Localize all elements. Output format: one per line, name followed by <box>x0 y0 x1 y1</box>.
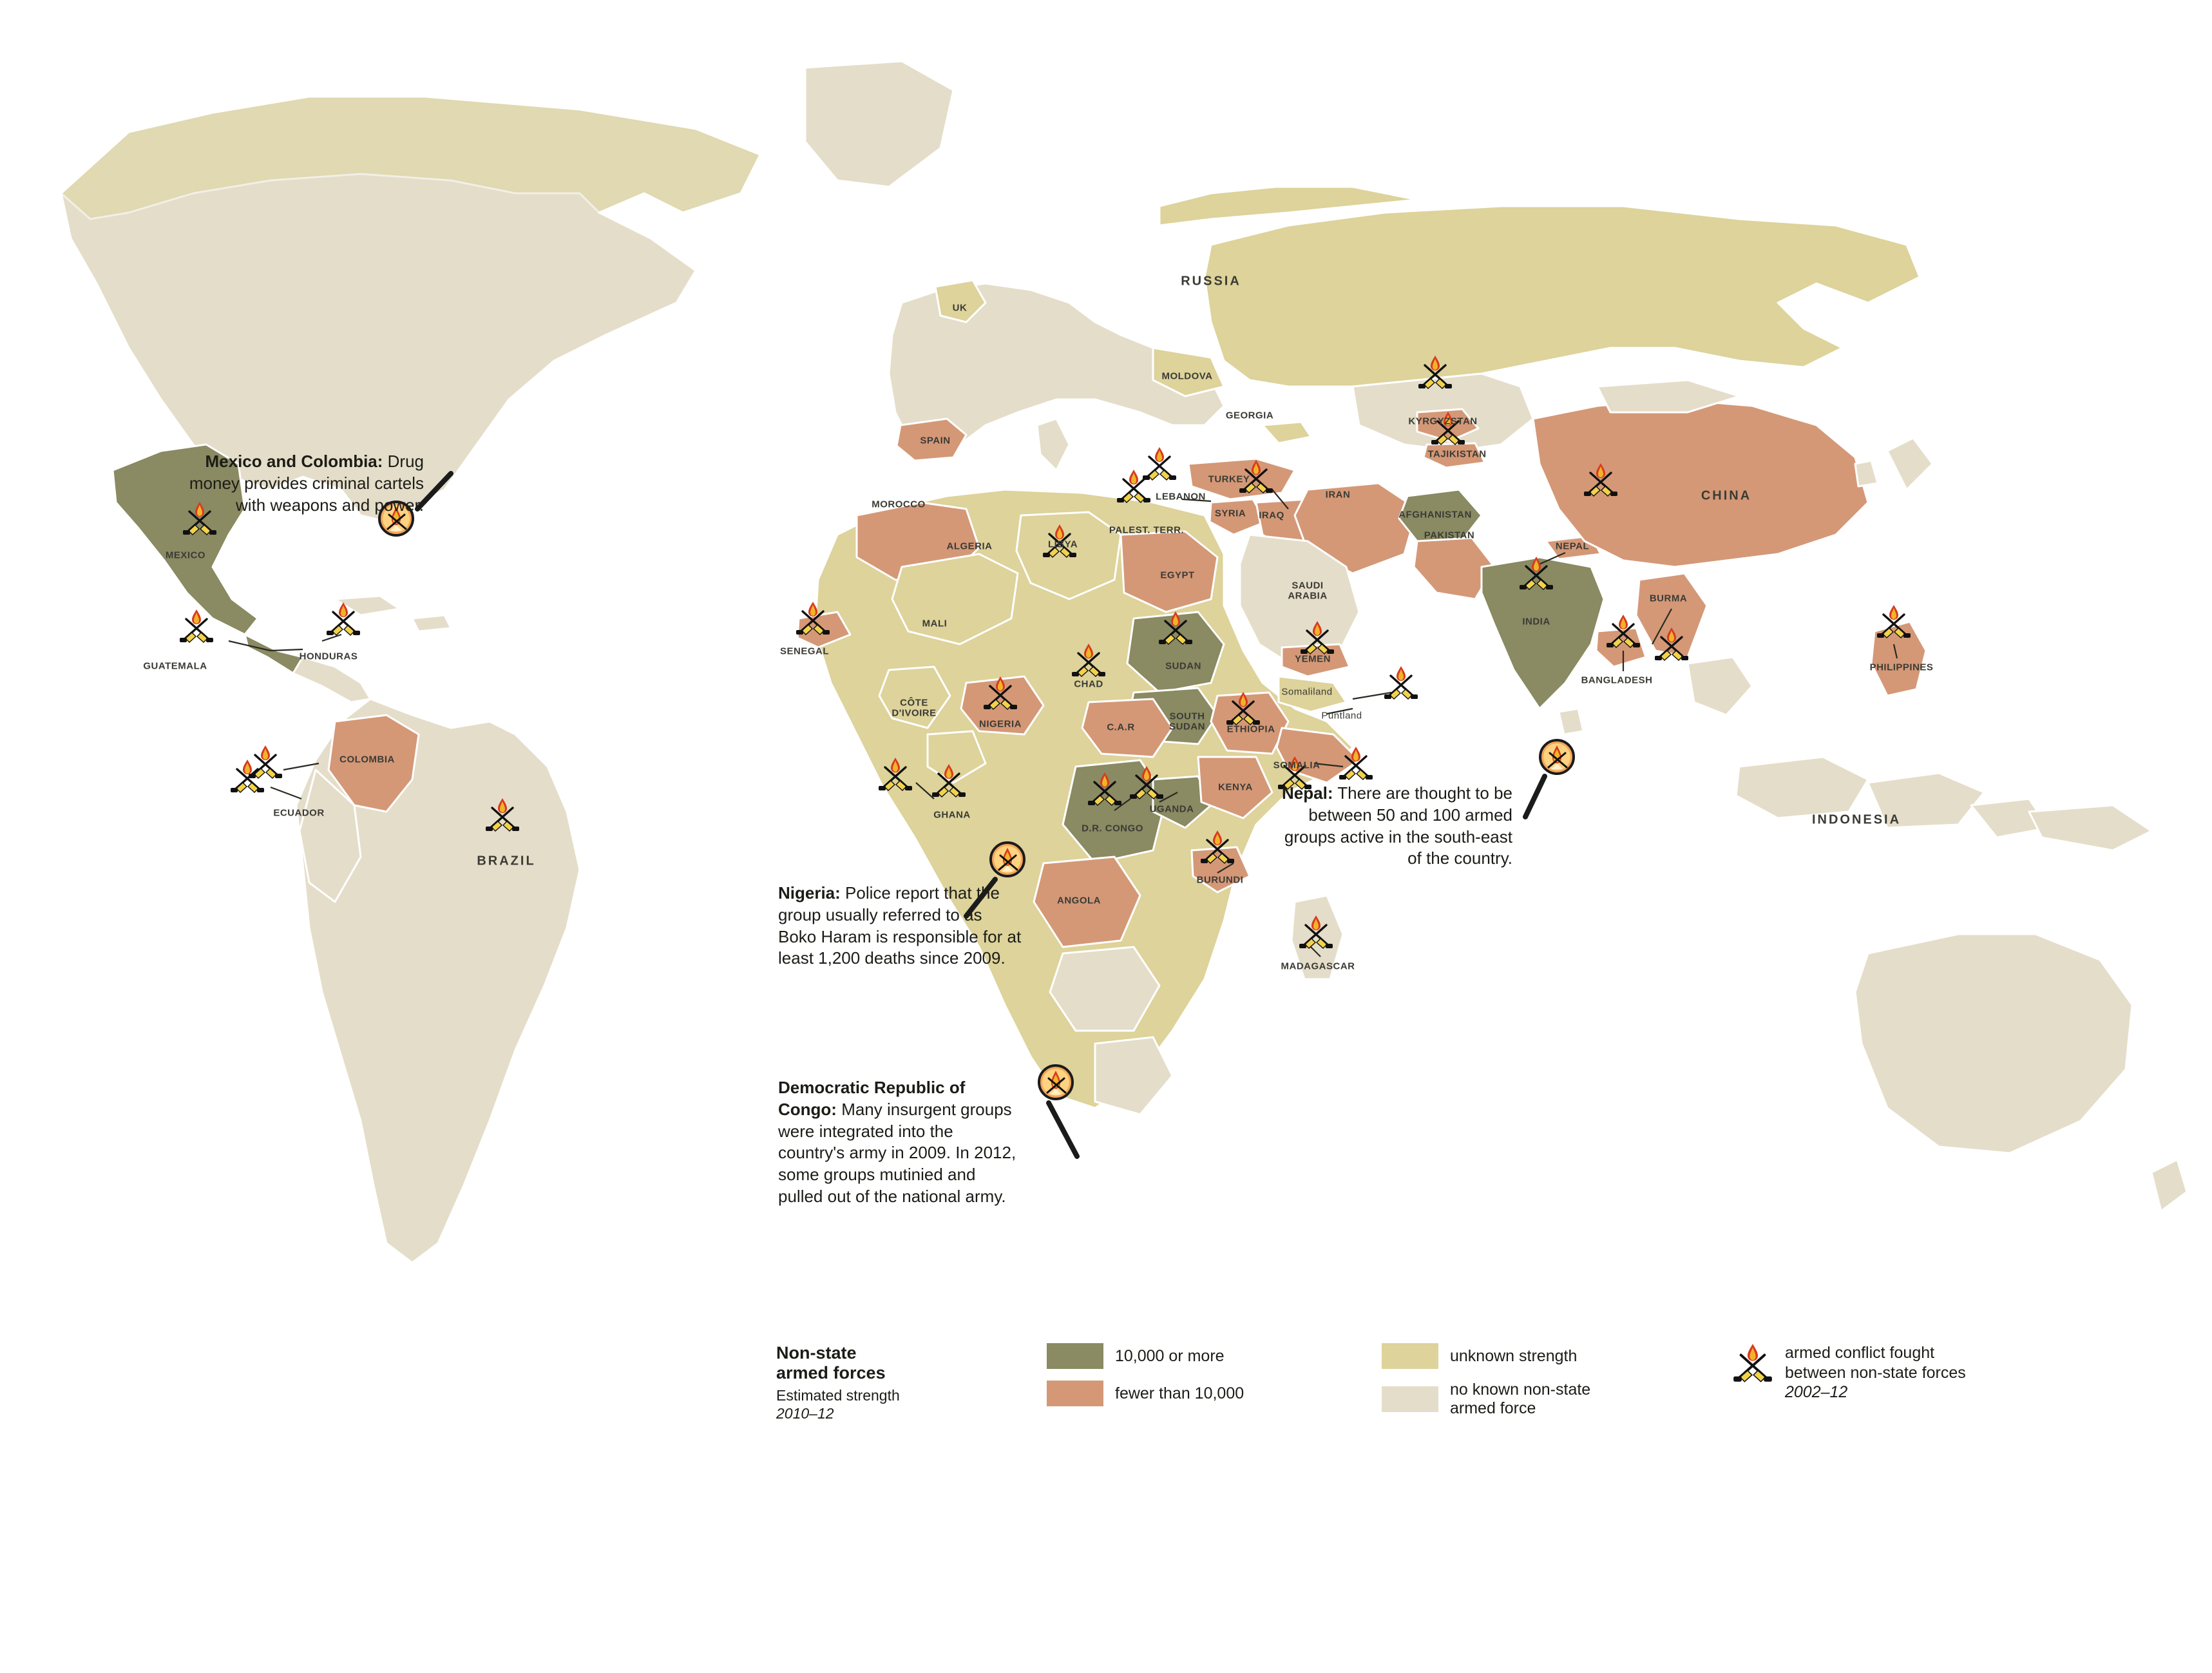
country-label: NIGERIA <box>978 718 1022 730</box>
country-label: IRAQ <box>1259 510 1284 521</box>
country-label: MADAGASCAR <box>1281 961 1355 972</box>
country-label: SOMALIA <box>1273 760 1321 771</box>
country-label: ALGERIA <box>946 540 993 552</box>
legend-label: 10,000 or more <box>1115 1346 1225 1365</box>
legend-title-line1: Non-state <box>776 1343 857 1362</box>
country-label: ETHIOPIA <box>1226 723 1275 735</box>
country-label: SENEGAL <box>779 645 830 657</box>
country-label: BANGLADESH <box>1581 674 1653 686</box>
legend-swatch <box>1047 1343 1103 1369</box>
country-label: NEPAL <box>1555 540 1590 552</box>
country-label: BRAZIL <box>477 854 536 868</box>
country-label: Puntland <box>1321 710 1362 722</box>
legend-item <box>1382 1381 1742 1418</box>
country-label: CHINA <box>1701 488 1752 503</box>
legend-subtitle-line1: Estimated strength <box>776 1387 900 1404</box>
country-label: KYRGYZSTAN <box>1408 416 1478 427</box>
legend-item <box>1047 1381 1382 1406</box>
country-label: PALEST. TERR. <box>1109 524 1185 536</box>
legend-conflict-line1: armed conflict fought <box>1785 1344 1935 1362</box>
armed-conflict-icon <box>1384 666 1418 699</box>
legend-label: no known non-state armed force <box>1450 1381 1591 1417</box>
callout-body: Drug money provides criminal cartels with weapons and power. <box>189 452 424 515</box>
country-label: MOLDOVA <box>1161 370 1213 382</box>
armed-conflict-icon <box>1143 447 1176 480</box>
country-label: MOROCCO <box>872 499 926 510</box>
country-label: HONDURAS <box>299 651 358 662</box>
legend-swatch <box>1382 1343 1438 1369</box>
country-label: INDIA <box>1522 616 1550 627</box>
country-label: EGYPT <box>1160 569 1195 581</box>
magnifier-icon[interactable] <box>1039 1066 1073 1099</box>
callout-body: Many insurgent groups were integrated into the country's army in 2009. In 2012, some groups mutinied and pulled out of the national army. <box>778 1099 1016 1206</box>
magnifier-icon[interactable] <box>1540 740 1574 774</box>
legend-conflict-line3: 2002–12 <box>1785 1383 1848 1401</box>
country-label: SYRIA <box>1214 508 1246 519</box>
country-label: BURMA <box>1649 593 1688 604</box>
country-label: YEMEN <box>1295 653 1331 665</box>
country-label: GEORGIA <box>1225 410 1274 421</box>
country-label: SUDAN <box>1165 660 1201 672</box>
legend-swatch <box>1382 1386 1438 1412</box>
country-label: Somaliland <box>1281 686 1333 698</box>
country-label: LIBYA <box>1047 539 1078 550</box>
country-label: GHANA <box>933 809 971 821</box>
legend-label: fewer than 10,000 <box>1115 1384 1244 1402</box>
legend-title-line2: armed forces <box>776 1363 886 1383</box>
legend-item <box>1047 1343 1382 1369</box>
country-label: UK <box>952 302 968 314</box>
callout-body: There are thought to be between 50 and 100 armed groups active in the south-east of the country. <box>1284 783 1512 868</box>
country-label: RUSSIA <box>1181 274 1241 289</box>
country-label: C.A.R <box>1107 722 1135 733</box>
legend-label: unknown strength <box>1450 1346 1578 1365</box>
country-label: MALI <box>922 618 948 629</box>
country-label: PHILIPPINES <box>1869 662 1934 673</box>
callout-title: Mexico and Colombia: <box>205 452 383 471</box>
country-label: AFGHANISTAN <box>1398 509 1472 521</box>
country-label: ANGOLA <box>1057 895 1101 906</box>
map-callout <box>778 1077 1023 1208</box>
country-label: CÔTE D'IVOIRE <box>891 697 937 718</box>
callout-body: Police report that the group usually referred to as Boko Haram is responsible for at least 1,200 deaths since 2009. <box>778 883 1022 968</box>
legend-conflict-line2: between non-state forces <box>1785 1363 1966 1382</box>
country-label: UGANDA <box>1149 803 1194 815</box>
callout-title: Democratic Republic of Congo: <box>778 1078 966 1119</box>
country-label: SAUDI ARABIA <box>1288 580 1328 601</box>
armed-conflict-icon <box>1117 470 1150 502</box>
legend-column-unknown <box>1382 1343 1742 1429</box>
country-label: KENYA <box>1218 781 1253 793</box>
callout-title: Nepal: <box>1282 783 1333 803</box>
legend-conflict-key <box>1730 1343 2064 1402</box>
country-label: IRAN <box>1325 489 1351 501</box>
country-label: COLOMBIA <box>339 754 395 765</box>
legend-subtitle-line2: 2010–12 <box>776 1404 834 1422</box>
map-callout <box>1268 783 1512 870</box>
legend-item <box>1382 1343 1742 1369</box>
country-label: TURKEY <box>1208 473 1250 485</box>
country-label: BURUNDI <box>1196 874 1244 886</box>
country-label: SOUTH SUDAN <box>1169 711 1205 732</box>
callout-title: Nigeria: <box>778 883 841 903</box>
map-callout <box>179 451 424 516</box>
country-label: GUATEMALA <box>143 660 207 672</box>
map-callout <box>778 883 1023 970</box>
country-label: D.R. CONGO <box>1082 823 1143 834</box>
country-label: LEBANON <box>1156 491 1206 502</box>
country-label: TAJIKISTAN <box>1427 448 1487 460</box>
country-label: SPAIN <box>920 435 951 446</box>
legend-column-strength <box>1047 1343 1382 1418</box>
country-label: MEXICO <box>165 550 206 561</box>
country-label: CHAD <box>1074 678 1103 690</box>
country-label: ECUADOR <box>273 807 325 819</box>
armed-conflict-icon <box>1730 1343 1776 1383</box>
legend-swatch <box>1047 1381 1103 1406</box>
country-label: PAKISTAN <box>1424 530 1475 541</box>
magnifier-icon[interactable] <box>991 843 1024 876</box>
country-label: INDONESIA <box>1811 812 1902 827</box>
